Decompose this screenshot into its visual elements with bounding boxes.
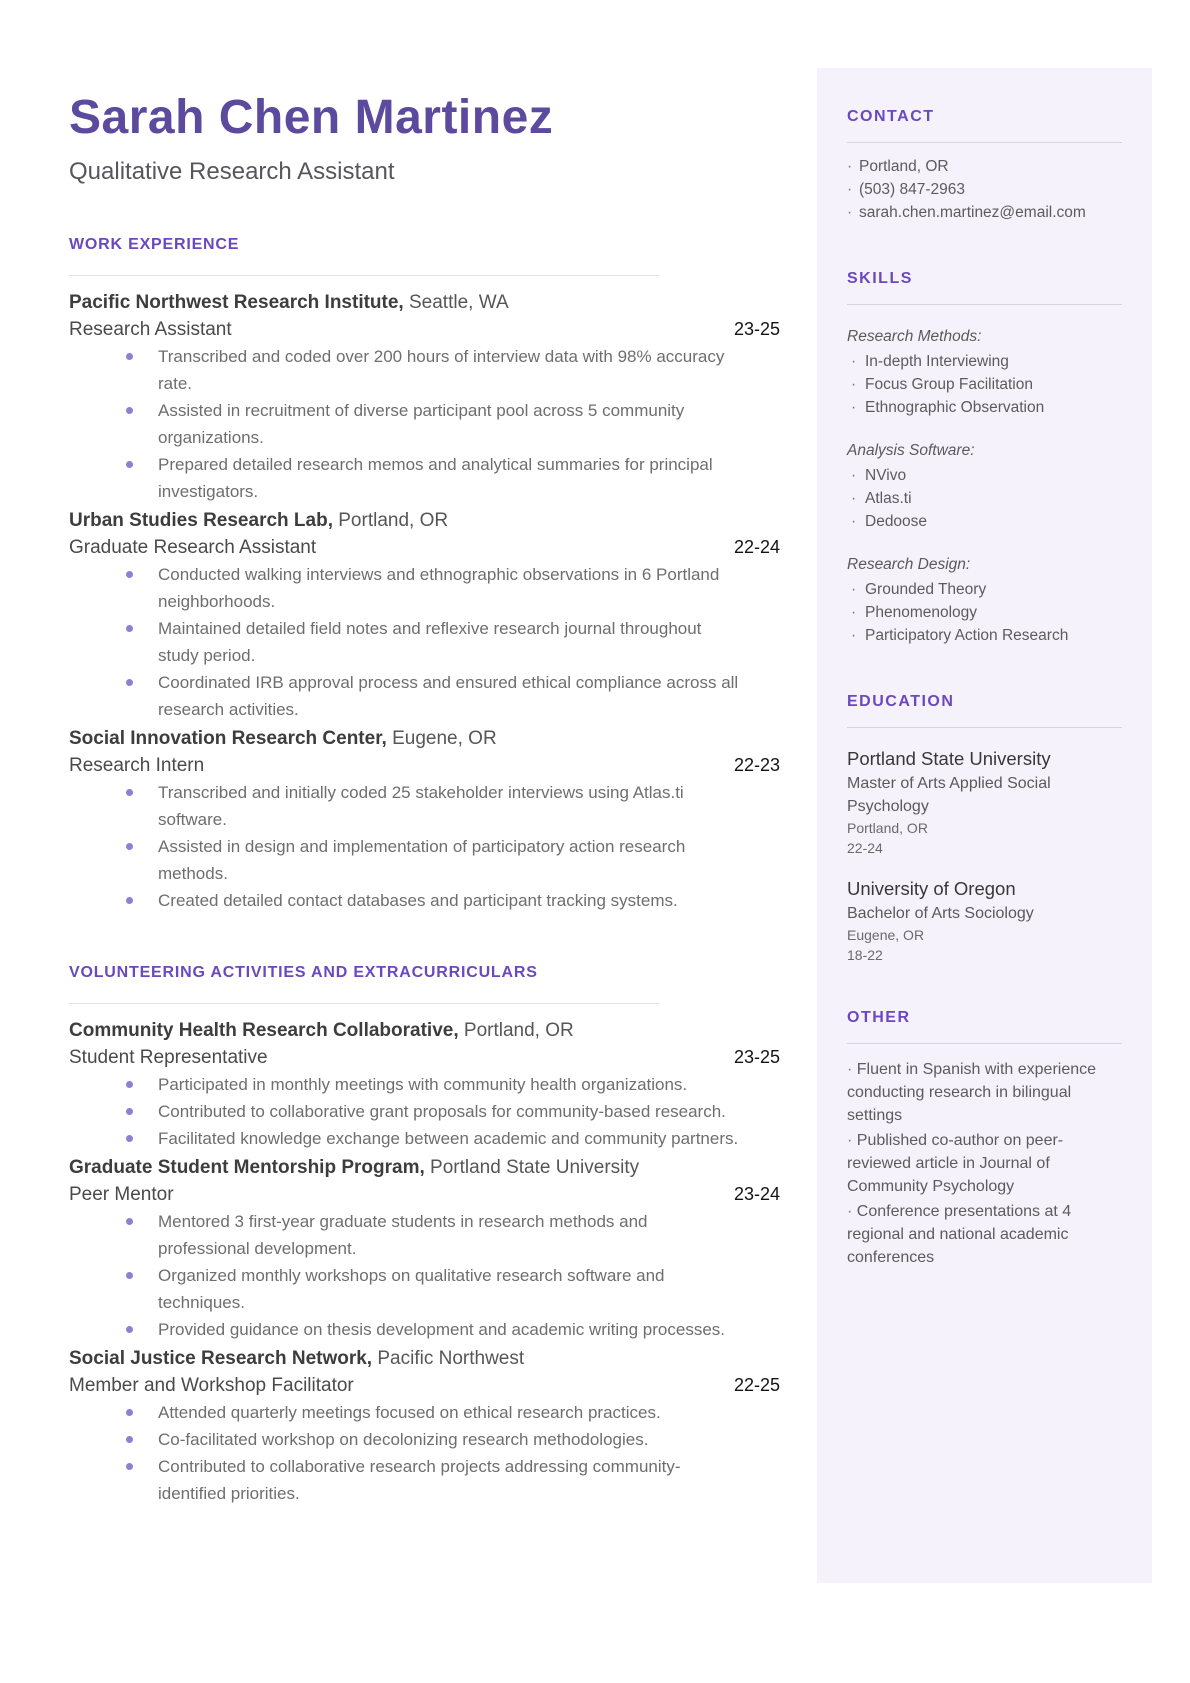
bullet-item: Transcribed and initially coded 25 stakeholder interviews using Atlas.ti software. [69, 779, 780, 833]
skill-item: · Phenomenology [847, 601, 1122, 624]
org-location: Seattle, WA [409, 291, 509, 313]
skills-heading: SKILLS [847, 270, 913, 287]
skill-group [847, 439, 1122, 533]
education-entry [847, 876, 1122, 965]
sidebar-contact-section [847, 108, 1122, 224]
role-title: Research Assistant [69, 318, 232, 340]
experience-entry [69, 507, 780, 723]
sidebar-skills-section [847, 270, 1122, 647]
school-dates: 22-24 [847, 840, 883, 856]
role-line [69, 534, 780, 561]
bullet-item: Participated in monthly meetings with community health organizations. [69, 1071, 780, 1098]
section-divider [69, 1003, 659, 1004]
role-line [69, 1181, 780, 1208]
role-title: Graduate Research Assistant [69, 536, 317, 558]
experience-entry [69, 725, 780, 914]
bullet-list [69, 561, 780, 723]
org-line [69, 1154, 780, 1181]
sidebar-divider [847, 1043, 1122, 1044]
date-range: 23-25 [733, 318, 780, 339]
role-title: Member and Workshop Facilitator [69, 1374, 354, 1396]
sidebar-education-section [847, 693, 1122, 965]
bullet-item: Provided guidance on thesis development and academic writing processes. [69, 1316, 780, 1343]
role-line [69, 1044, 780, 1071]
skill-item: · Ethnographic Observation [847, 396, 1122, 419]
experience-entry [69, 289, 780, 505]
bullet-item: Coordinated IRB approval process and ensured ethical compliance across all research activities. [69, 669, 780, 723]
skill-group-label: Research Design: [847, 556, 971, 573]
skill-group [847, 553, 1122, 647]
date-range: 22-24 [733, 536, 780, 557]
role-line [69, 1372, 780, 1399]
bullet-item: Prepared detailed research memos and analytical summaries for principal investigators. [69, 451, 780, 505]
org-line [69, 1345, 780, 1372]
org-location: Portland, OR [338, 509, 449, 531]
org-location: Eugene, OR [392, 727, 497, 749]
contact-email: · sarah.chen.martinez@email.com [847, 201, 1122, 224]
degree: Bachelor of Arts Sociology [847, 905, 1034, 922]
role-title: Research Intern [69, 754, 205, 776]
org-name: Urban Studies Research Lab, [69, 509, 333, 531]
volunteering-entry [69, 1345, 780, 1507]
role-title: Student Representative [69, 1046, 268, 1068]
role-line [69, 752, 780, 779]
org-line [69, 725, 780, 752]
bullet-item: Maintained detailed field notes and reflexive research journal throughout study period. [69, 615, 780, 669]
school-location: Eugene, OR [847, 927, 925, 943]
sidebar-divider [847, 304, 1122, 305]
sidebar-divider [847, 142, 1122, 143]
section-volunteering [69, 964, 780, 1507]
skill-item: · Dedoose [847, 510, 1122, 533]
skill-item-list [847, 578, 1122, 647]
org-line [69, 1017, 780, 1044]
bullet-item: Assisted in design and implementation of participatory action research methods. [69, 833, 780, 887]
other-item: · Conference presentations at 4 regional and national academic conferences [847, 1200, 1122, 1269]
skill-item: · NVivo [847, 464, 1122, 487]
work-entries [69, 289, 780, 914]
org-line [69, 289, 780, 316]
org-name: Social Innovation Research Center, [69, 727, 387, 749]
school-name: University of Oregon [847, 878, 1016, 899]
volunteering-entry [69, 1154, 780, 1343]
bullet-list [69, 1071, 780, 1152]
contact-list [847, 155, 1122, 224]
skill-item: · Atlas.ti [847, 487, 1122, 510]
skill-item: · Grounded Theory [847, 578, 1122, 601]
bullet-item: Created detailed contact databases and participant tracking systems. [69, 887, 780, 914]
bullet-item: Contributed to collaborative grant proposals for community-based research. [69, 1098, 780, 1125]
education-entry [847, 746, 1122, 858]
school-location: Portland, OR [847, 820, 928, 836]
school-dates: 18-22 [847, 947, 883, 963]
bullet-item: Mentored 3 first-year graduate students in research methods and professional development. [69, 1208, 780, 1262]
skill-item-list [847, 464, 1122, 533]
bullet-item: Co-facilitated workshop on decolonizing research methodologies. [69, 1426, 780, 1453]
date-range: 22-25 [733, 1374, 780, 1395]
bullet-list [69, 1399, 780, 1507]
org-location: Pacific Northwest [377, 1347, 525, 1369]
sidebar-panel [817, 68, 1152, 1583]
role-line [69, 316, 780, 343]
volunteering-entry [69, 1017, 780, 1152]
person-name: Sarah Chen Martinez [69, 91, 554, 144]
skill-item-list [847, 350, 1122, 419]
skill-item: · Participatory Action Research [847, 624, 1122, 647]
bullet-list [69, 1208, 780, 1343]
section-work-experience [69, 236, 780, 914]
degree: Master of Arts Applied Social Psychology [847, 775, 1051, 815]
skill-item: · Focus Group Facilitation [847, 373, 1122, 396]
skill-group-label: Research Methods: [847, 328, 982, 345]
org-location: Portland State University [430, 1156, 640, 1178]
contact-phone: · (503) 847-2963 [847, 178, 1122, 201]
contact-heading: CONTACT [847, 108, 935, 125]
skill-group [847, 325, 1122, 419]
org-name: Pacific Northwest Research Institute, [69, 291, 404, 313]
org-name: Social Justice Research Network, [69, 1347, 373, 1369]
other-item: · Fluent in Spanish with experience conducting research in bilingual settings [847, 1058, 1122, 1127]
other-item-list [847, 1058, 1122, 1269]
volunteering-entries [69, 1017, 780, 1507]
bullet-item: Facilitated knowledge exchange between academic and community partners. [69, 1125, 780, 1152]
contact-location: · Portland, OR [847, 155, 1122, 178]
date-range: 23-24 [733, 1183, 780, 1204]
education-heading: EDUCATION [847, 693, 955, 710]
section-divider [69, 275, 659, 276]
org-location: Portland, OR [463, 1019, 574, 1041]
org-name: Community Health Research Collaborative, [69, 1019, 459, 1041]
section-heading: VOLUNTEERING ACTIVITIES AND EXTRACURRICULARS [69, 963, 538, 981]
sidebar-divider [847, 727, 1122, 728]
org-line [69, 507, 780, 534]
date-range: 23-25 [733, 1046, 780, 1067]
skill-item: · In-depth Interviewing [847, 350, 1122, 373]
org-name: Graduate Student Mentorship Program, [69, 1156, 425, 1178]
other-heading: OTHER [847, 1009, 911, 1026]
bullet-item: Transcribed and coded over 200 hours of interview data with 98% accuracy rate. [69, 343, 780, 397]
bullet-item: Conducted walking interviews and ethnographic observations in 6 Portland neighborhoods. [69, 561, 780, 615]
school-name: Portland State University [847, 748, 1051, 769]
bullet-list [69, 779, 780, 914]
bullet-item: Assisted in recruitment of diverse participant pool across 5 community organizations. [69, 397, 780, 451]
bullet-item: Organized monthly workshops on qualitative research software and techniques. [69, 1262, 780, 1316]
section-heading: WORK EXPERIENCE [69, 235, 240, 253]
bullet-item: Contributed to collaborative research projects addressing community-identified priorities. [69, 1453, 780, 1507]
bullet-item: Attended quarterly meetings focused on ethical research practices. [69, 1399, 780, 1426]
main-column [69, 0, 780, 1507]
role-title: Peer Mentor [69, 1183, 174, 1205]
skill-group-label: Analysis Software: [847, 442, 975, 459]
sidebar-other-section [847, 1009, 1122, 1269]
person-job-title: Qualitative Research Assistant [69, 157, 395, 185]
other-item: · Published co-author on peer-reviewed article in Journal of Community Psychology [847, 1129, 1122, 1198]
bullet-list [69, 343, 780, 505]
date-range: 22-23 [733, 754, 780, 775]
